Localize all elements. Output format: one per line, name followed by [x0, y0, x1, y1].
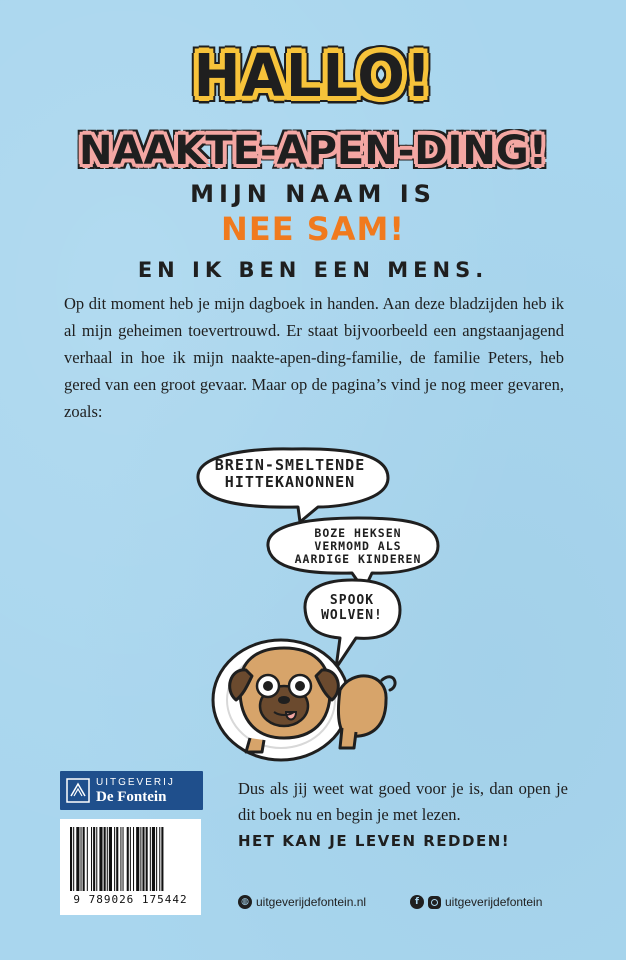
barcode-bar — [104, 827, 106, 891]
barcode-bar — [93, 827, 95, 891]
website-text: uitgeverijdefontein.nl — [256, 895, 367, 909]
tagline: HET KAN JE LEVEN REDDEN! — [238, 832, 511, 850]
social-handle-link[interactable] — [410, 895, 542, 909]
barcode-bar — [87, 827, 88, 891]
barcode-bar — [152, 827, 155, 891]
bubble-text-3: SPOOK WOLVEN! — [321, 593, 383, 623]
pug-body — [338, 676, 386, 736]
barcode-bar — [127, 827, 129, 891]
fontein-icon — [66, 778, 90, 803]
barcode-bar — [116, 827, 118, 891]
barcode-bar — [107, 827, 108, 891]
barcode — [60, 819, 201, 915]
bubble-text-1: BREIN-SMELTENDE HITTEKANONNEN — [214, 456, 366, 492]
outro-paragraph: Dus als jij weet wat goed voor je is, dan open je dit boek nu en begin je met lezen. — [238, 779, 568, 824]
barcode-bar — [76, 827, 79, 891]
title-naakte-apen-ding: NAAKTE-APEN-DING! — [79, 128, 547, 174]
subtitle-mijn-naam: MIJN NAAM IS — [190, 180, 436, 208]
barcode-bar — [136, 827, 139, 891]
barcode-bar — [109, 827, 112, 891]
barcode-bar — [96, 827, 97, 891]
barcode-bar — [142, 827, 144, 891]
publisher-label-top: UITGEVERIJ — [96, 777, 175, 788]
social-links — [238, 895, 578, 913]
social-handle-text: uitgeverijdefontein — [445, 895, 543, 909]
barcode-bar — [123, 827, 124, 891]
pug-leg — [246, 738, 264, 752]
barcode-bar — [73, 827, 74, 891]
barcode-bar — [130, 827, 131, 891]
website-link[interactable] — [238, 895, 366, 909]
barcode-bar — [99, 827, 102, 891]
bubble-text-2: BOZE HEKSEN VERMOMD ALS AARDIGE KINDEREN — [294, 526, 422, 567]
barcode-bar — [114, 827, 115, 891]
barcode-number: 9 789026 175442 — [73, 893, 188, 906]
barcode-bar — [140, 827, 141, 891]
publisher-logo — [60, 771, 203, 810]
barcode-bar — [146, 827, 148, 891]
intro-paragraph: Op dit moment heb je mijn dagboek in handen. Aan deze bladzijden heb ik al mijn geheimen toevertrouwd. Er staat bijvoorbeeld een angstaanjagend verhaal in hoe ik mijn naakte-apen-ding-familie, de familie Peters, heb gered van een groot gevaar. Maar op de pagina’s vind je nog meer gevaren, zoals: — [64, 294, 564, 421]
barcode-bar — [161, 827, 163, 891]
character-name: NEE SAM! — [221, 210, 405, 248]
barcode-bar — [133, 827, 134, 891]
publisher-label-bottom: De Fontein — [96, 789, 167, 805]
title-hallo: HALLO! — [193, 42, 433, 111]
globe-icon: ◍ — [238, 895, 252, 909]
barcode-bar — [120, 827, 121, 891]
barcode-bar — [83, 827, 85, 891]
barcode-bar — [70, 827, 72, 891]
facebook-icon: f — [410, 895, 424, 909]
barcode-bar — [81, 827, 82, 891]
barcode-bar — [159, 827, 160, 891]
instagram-icon — [428, 896, 441, 909]
subtitle-mens: EN IK BEN EEN MENS. — [137, 258, 489, 282]
barcode-bars — [70, 827, 191, 891]
barcode-bar — [91, 827, 92, 891]
barcode-bar — [156, 827, 157, 891]
barcode-bar — [150, 827, 151, 891]
